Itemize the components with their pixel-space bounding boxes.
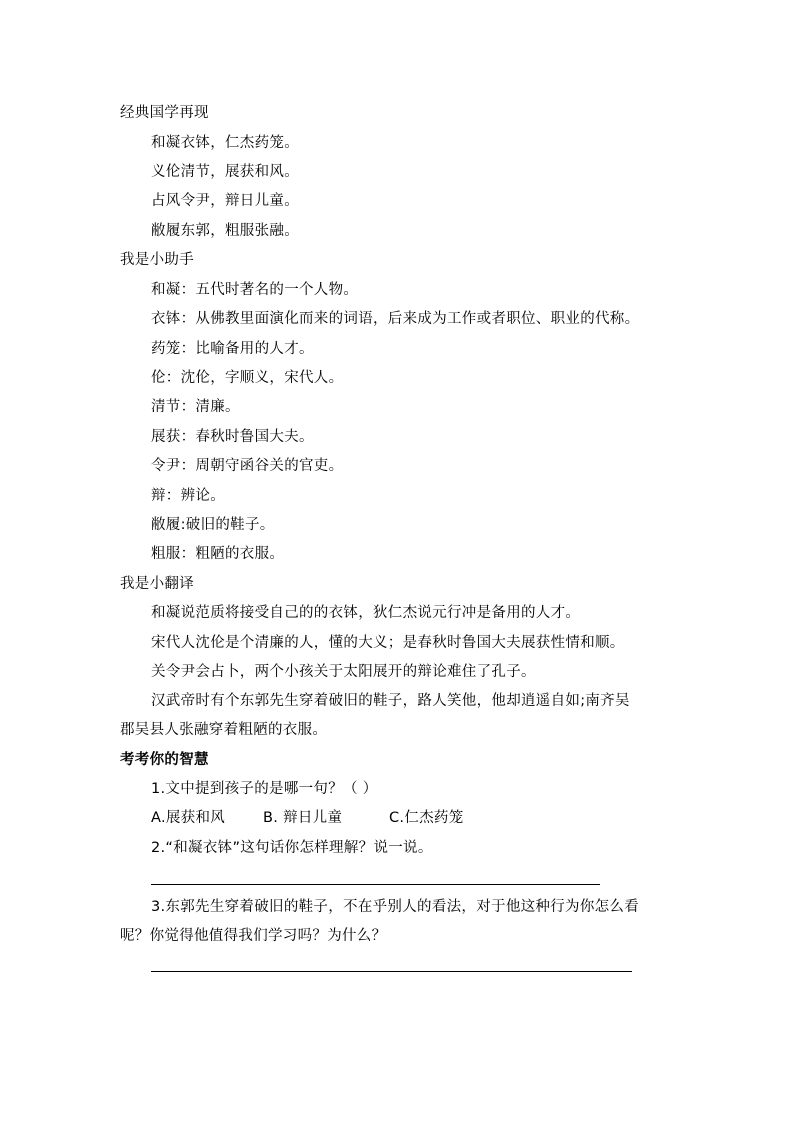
quiz-question-3-line1: 3.东郭先生穿着破旧的鞋子，不在乎别人的看法，对于他这种行为你怎么看: [151, 899, 640, 915]
answer-line-2[interactable]: [151, 884, 600, 885]
translate-line: 和凝说范质将接受自己的的衣钵，狄仁杰说元行冲是备用的人才。: [151, 605, 581, 621]
helper-line: 辩：辨论。: [151, 488, 225, 504]
section-heading-classics: 经典国学再现: [120, 105, 209, 121]
classic-line: 和凝衣钵，仁杰药笼。: [151, 135, 299, 151]
quiz-option-a: A.展获和风: [151, 810, 226, 826]
section-heading-helper: 我是小助手: [120, 252, 194, 268]
translate-line: 宋代人沈伦是个清廉的人，懂的大义；是春秋时鲁国大夫展获性情和顺。: [151, 635, 625, 651]
translate-line: 汉武帝时有个东郭先生穿着破旧的鞋子，路人笑他，他却逍遥自如;南齐吴: [151, 693, 630, 709]
answer-line-3[interactable]: [151, 971, 632, 972]
helper-line: 展获：春秋时鲁国大夫。: [151, 429, 314, 445]
translate-line: 郡吴县人张融穿着粗陋的衣服。: [120, 722, 328, 738]
helper-line: 伦：沈伦，字顺义，宋代人。: [151, 370, 344, 386]
classic-line: 敝履东郭，粗服张融。: [151, 223, 299, 239]
helper-line: 令尹：周朝守函谷关的官吏。: [151, 458, 344, 474]
helper-line: 药笼：比喻备用的人才。: [151, 341, 314, 357]
helper-line: 清节：清廉。: [151, 399, 240, 415]
quiz-question-2: 2.“和凝衣钵”这句话你怎样理解？说一说。: [151, 840, 433, 856]
section-heading-translate: 我是小翻译: [120, 576, 194, 592]
quiz-option-c: C.仁杰药笼: [389, 810, 464, 826]
classic-line: 占风令尹，辩日儿童。: [151, 193, 299, 209]
helper-line: 和凝：五代时著名的一个人物。: [151, 282, 359, 298]
translate-line: 关令尹会占卜，两个小孩关于太阳展开的辩论难住了孔子。: [151, 664, 536, 680]
classic-line: 义伦清节，展获和风。: [151, 164, 299, 180]
helper-line: 粗服：粗陋的衣服。: [151, 546, 285, 562]
helper-line: 敝履:破旧的鞋子。: [151, 517, 275, 533]
section-heading-quiz: 考考你的智慧: [120, 752, 209, 768]
quiz-question-3-line2: 呢？你觉得他值得我们学习吗？为什么？: [120, 928, 387, 944]
helper-line: 衣钵：从佛教里面演化而来的词语，后来成为工作或者职位、职业的代称。: [151, 311, 640, 327]
quiz-option-b: B. 辩日儿童: [263, 810, 343, 826]
quiz-question-1: 1.文中提到孩子的是哪一句？（ ）: [151, 781, 378, 797]
